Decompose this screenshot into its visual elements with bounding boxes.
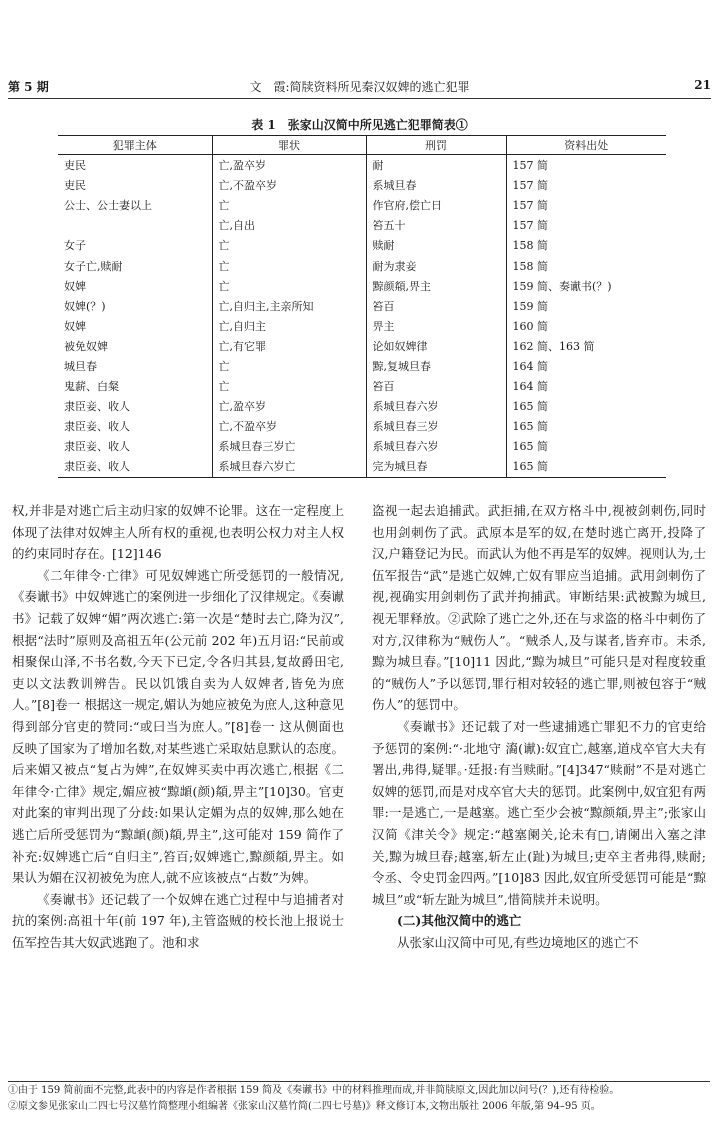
paragraph: 从张家山汉简中可见,有些边境地区的逃亡不	[397, 934, 639, 950]
table-row	[58, 396, 666, 416]
table-row	[58, 356, 666, 376]
table-cell: 畀主	[366, 316, 506, 336]
body-left-column	[12, 500, 344, 953]
table-row	[58, 316, 666, 336]
header-rule	[8, 98, 711, 99]
table-cell: 黥颜頯,畀主	[366, 276, 506, 296]
page-header	[8, 78, 711, 98]
table-cell: 165 简	[506, 456, 666, 477]
table-cell: 吏民	[64, 179, 86, 193]
table-cell: 160 简	[506, 316, 666, 336]
table-cell: 公士、公士妻以上	[64, 199, 152, 213]
issue-number: 第 5 期	[8, 80, 49, 94]
table-cell: 系城旦春	[366, 175, 506, 195]
table-cell: 被免奴婢	[64, 339, 108, 353]
table-cell: 165 简	[506, 396, 666, 416]
table-cell: 158 简	[506, 255, 666, 275]
table-cell: 黥,复城旦春	[366, 356, 506, 376]
paragraph: 《二年律令·亡律》可见奴婢逃亡所受惩罚的一般情况,《奏谳书》中奴婢逃亡的案例进一步细化了汉律规定。《奏谳书》记载了奴婢“媚”两次逃亡:第一次是“楚时去亡,降为汉”,根据“法时”原则及高祖五年(公元前 202 年)五月诏:“民前或相聚保山泽,不书名数,今天下已定,令各归其县,复故爵田宅,吏以文法教训辨告。民以饥饿自卖为人奴婢者,皆免为庶人。”[8]卷一 根据这一规定,媚认为她应被免为庶人,这种意见得到部分官吏的赞同:“或曰当为庶人。”[8]卷一 这从侧面也反映了国家为了增加名数,对某些逃亡采取姑息默认的态度。后来媚又被点“复占为婢”,在奴婢买卖中再次逃亡,根据《二年律令·亡律》规定,媚应被“黥䪼(颜)頯,畀主”[10]30。官吏对此案的审判出现了分歧:如果认定媚为点的奴婢,那么她在逃亡后所受惩罚为“黥䪼(颜)頯,畀主”,这可能对 159 简作了补充:奴婢逃亡后“自归主”,笞百;奴婢逃亡,黥颜頯,畀主。如果认为媚在汉初被免为庶人,就不应该被点“占数”为婢。	[12, 567, 344, 886]
table-cell: 亡,自归主,主亲所知	[212, 296, 366, 316]
table-cell: 隶臣妾、收人	[64, 440, 130, 454]
table-cell: 女子亡,赎耐	[64, 259, 123, 273]
table-cell: 女子	[64, 239, 86, 253]
table-row	[58, 416, 666, 436]
table-cell: 隶臣妾、收人	[64, 400, 130, 414]
table-cell: 系城旦春六岁亡	[212, 456, 366, 477]
running-title: 文 霞:简牍资料所见秦汉奴婢的逃亡犯罪	[249, 80, 470, 94]
column-header: 刑罚	[366, 136, 506, 155]
table-cell: 157 简	[506, 215, 666, 235]
table-cell: 159 简、奏谳书(？)	[506, 276, 666, 296]
table-row	[58, 276, 666, 296]
section-heading: (二)其他汉简中的逃亡	[397, 913, 522, 929]
table-cell: 亡	[212, 195, 366, 215]
table-row	[58, 436, 666, 456]
table-cell: 162 简、163 简	[506, 336, 666, 356]
paragraph: 权,并非是对逃亡后主动归家的奴婢不论罪。这在一定程度上体现了法律对奴婢主人所有权的重视,也表明公权力对主人权的约束同时存在。[12]146	[12, 503, 344, 562]
table-cell: 亡,盈卒岁	[212, 155, 366, 176]
table-cell: 奴婢	[64, 319, 86, 333]
table-cell: 论如奴婢律	[366, 336, 506, 356]
column-header: 罪状	[212, 136, 366, 155]
table-row	[58, 336, 666, 356]
table-cell: 亡,自出	[212, 215, 366, 235]
table-cell: 奴婢	[64, 279, 86, 293]
table-row	[58, 175, 666, 195]
table-cell: 作官府,偿亡日	[366, 195, 506, 215]
table-cell: 系城旦春六岁	[366, 396, 506, 416]
table-cell: 亡,自归主	[212, 316, 366, 336]
table-cell: 耐	[366, 155, 506, 176]
column-header: 资料出处	[506, 136, 666, 155]
table-cell: 164 简	[506, 356, 666, 376]
table-row	[58, 215, 666, 235]
table-cell: 164 简	[506, 376, 666, 396]
table-cell: 亡	[212, 255, 366, 275]
footnote-rule	[8, 1081, 710, 1082]
table-cell: 笞五十	[366, 215, 506, 235]
paragraph: 《奏谳书》还记载了一个奴婢在逃亡过程中与追捕者对抗的案例:高祖十年(前 197 年),主管盗贼的校长池上报说士伍军控告其大奴武逃跑了。池和求	[12, 891, 344, 950]
footnote-2: ②原文参见张家山二四七号汉墓竹简整理小组编著《张家山汉墓竹简(二四七号墓)》释文修订本,文物出版社 2006 年版,第 94–95 页。	[8, 1101, 601, 1112]
paragraph: 《奏谳书》还记载了对一些逮捕逃亡罪犯不力的官吏给予惩罚的案例:“·北地守 㵝(谳):奴宜亡,越塞,道戍卒官大夫有署出,弗得,疑罪。·廷报:有当赎耐。”[4]347“赎耐”不是对逃亡奴婢的惩罚,而是对戍卒官大夫的惩罚。此案例中,奴宜犯有两罪:一是逃亡,一是越塞。逃亡至少会被“黥颜頯,畀主”;张家山汉简《津关令》规定:“越塞阑关,论未有□,请阑出入塞之津关,黥为城旦春;越塞,斩左止(趾)为城旦;吏卒主者弗得,赎耐;令丞、令史罚金四两。”[10]83 因此,奴宜所受惩罚可能是“黥城旦”或“斩左趾为城旦”,惜简牍并未说明。	[372, 718, 706, 907]
table-cell: 158 简	[506, 235, 666, 255]
table-cell: 165 简	[506, 436, 666, 456]
table-row	[58, 195, 666, 215]
page-number: 21	[694, 78, 711, 92]
paragraph: 盗视一起去追捕武。武拒捕,在双方格斗中,视被剑刺伤,同时也用剑刺伤了武。武原本是军的奴,在楚时逃亡离开,投降了汉,户籍登记为民。而武认为他不再是军的奴婢。视则认为,士伍军报告“武”是逃亡奴婢,亡奴有罪应当追捕。武用剑刺伤了视,视确实用剑刺伤了武并拘捕武。审断结果:武被黥为城旦,视无罪释放。②武除了逃亡之外,还在与求盗的格斗中刺伤了对方,汉律称为“贼伤人”。“贼杀人,及与谋者,皆弃市。未杀,黥为城旦春。”[10]11 因此,“黥为城旦”可能只是对程度较重的“贼伤人”予以惩罚,罪行相对较轻的逃亡罪,则被包容于“贼伤人”的惩罚中。	[372, 503, 706, 713]
table-cell: 157 简	[506, 195, 666, 215]
table-cell: 亡	[212, 276, 366, 296]
footnote-1: ①由于 159 简前面不完整,此表中的内容是作者根据 159 简及《奏谳书》中的材料推理而成,并非简牍原文,因此加以问号(？),还有待检验。	[8, 1085, 620, 1096]
table-caption: 表 1 张家山汉简中所见逃亡犯罪简表①	[251, 118, 468, 132]
table-cell: 亡,不盈卒岁	[212, 416, 366, 436]
table-cell: 奴婢(？)	[64, 299, 106, 313]
table-cell: 吏民	[64, 159, 86, 173]
table-cell: 系城旦春三岁	[366, 416, 506, 436]
table-cell: 157 简	[506, 155, 666, 176]
table-cell: 159 简	[506, 296, 666, 316]
table-cell: 157 简	[506, 175, 666, 195]
table-cell: 完为城旦春	[366, 456, 506, 477]
table-cell: 城旦春	[64, 359, 97, 373]
table-cell: 亡	[212, 376, 366, 396]
column-header: 犯罪主体	[58, 136, 212, 155]
table-cell: 165 简	[506, 416, 666, 436]
table-cell: 鬼薪、白粲	[64, 380, 119, 394]
table-row	[58, 255, 666, 275]
table-cell: 亡,不盈卒岁	[212, 175, 366, 195]
table-row	[58, 235, 666, 255]
escape-crimes-table	[58, 135, 666, 478]
body-right-column	[372, 500, 706, 953]
table-cell: 耐为隶妾	[366, 255, 506, 275]
table-cell: 亡	[212, 356, 366, 376]
table-cell: 隶臣妾、收人	[64, 460, 130, 474]
table-cell: 亡	[212, 235, 366, 255]
table-cell: 赎耐	[366, 235, 506, 255]
table-row	[58, 155, 666, 176]
table-row	[58, 296, 666, 316]
table-cell: 亡,盈卒岁	[212, 396, 366, 416]
table-row	[58, 456, 666, 477]
table-cell: 笞百	[366, 376, 506, 396]
table-header-row	[58, 136, 666, 155]
table-cell	[58, 215, 212, 235]
table-row	[58, 376, 666, 396]
table-cell: 亡,有它罪	[212, 336, 366, 356]
table-cell: 笞百	[366, 296, 506, 316]
table-cell: 系城旦春三岁亡	[212, 436, 366, 456]
table-cell: 隶臣妾、收人	[64, 420, 130, 434]
table-cell: 系城旦春六岁	[366, 436, 506, 456]
